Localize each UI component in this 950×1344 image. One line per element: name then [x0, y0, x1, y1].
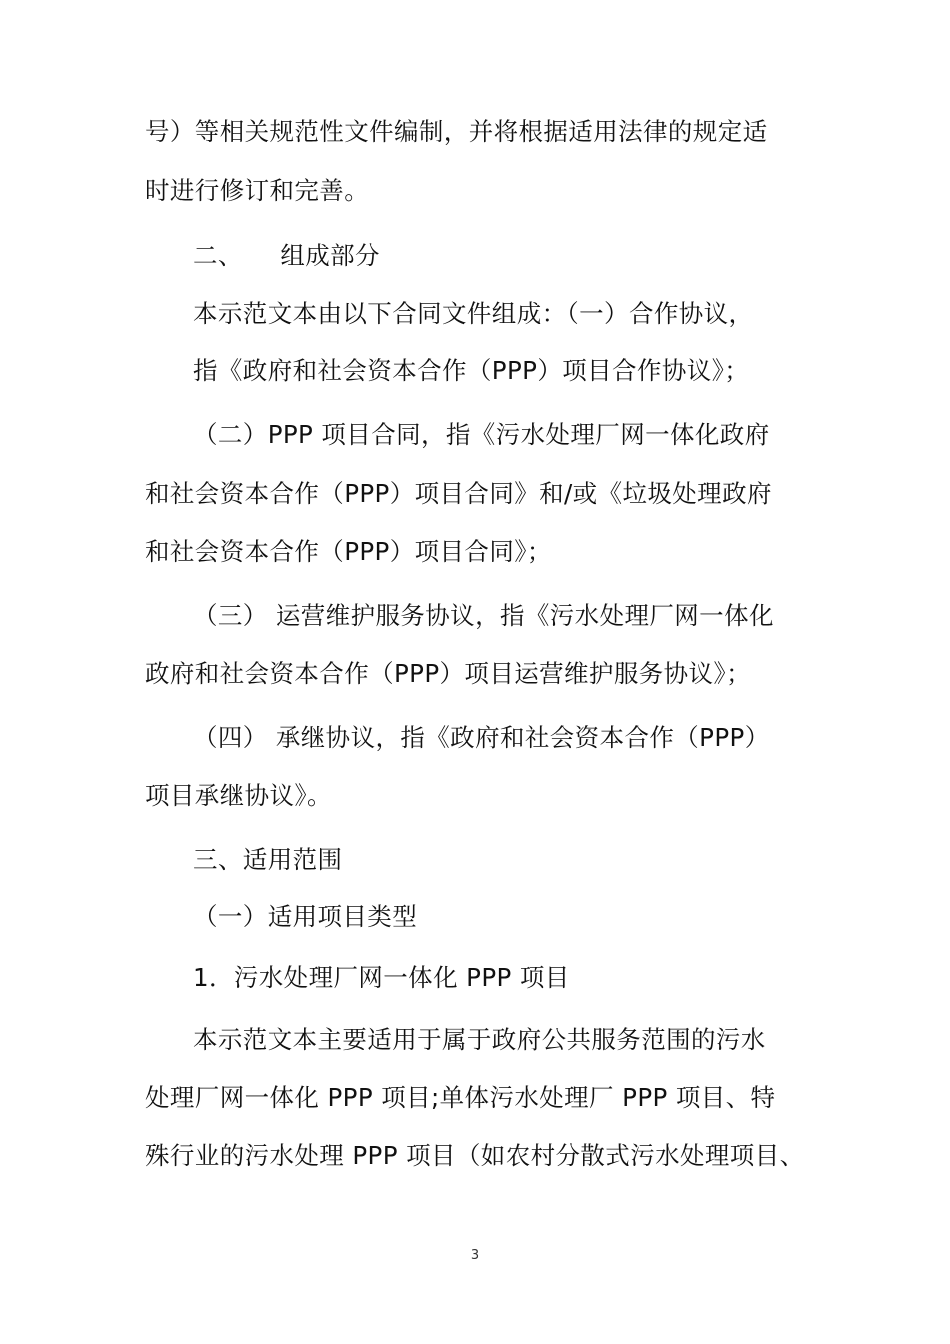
numbered-heading: 1．污水处理厂网一体化 PPP 项目 — [193, 963, 570, 992]
body-text-line: 时进行修订和完善。 — [145, 176, 370, 205]
body-text-line: 和社会资本合作（PPP）项目合同》和/或《垃圾处理政府 — [145, 479, 772, 508]
body-text-line: 本示范文本主要适用于属于政府公共服务范围的污水 — [193, 1025, 766, 1054]
list-item-line: （二）PPP 项目合同，指《污水处理厂网一体化政府 — [193, 420, 770, 449]
section-heading: 三、适用范围 — [193, 845, 343, 874]
list-item-line: （四） 承继协议，指《政府和社会资本合作（PPP） — [193, 723, 770, 752]
list-item-line: （三） 运营维护服务协议，指《污水处理厂网一体化 — [193, 601, 774, 630]
body-text-line: 号）等相关规范性文件编制，并将根据适用法律的规定适 — [145, 117, 768, 146]
subsection-heading: （一）适用项目类型 — [193, 902, 418, 931]
body-text-line: 和社会资本合作（PPP）项目合同》； — [145, 537, 552, 566]
body-text-line: 指《政府和社会资本合作（PPP）项目合作协议》； — [193, 356, 750, 385]
page-number: 3 — [470, 1248, 480, 1263]
body-text-line: 政府和社会资本合作（PPP）项目运营维护服务协议》； — [145, 659, 751, 688]
body-text-line: 殊行业的污水处理 PPP 项目（如农村分散式污水处理项目、 — [145, 1141, 805, 1170]
section-heading: 二、 组成部分 — [193, 241, 380, 270]
body-text-line: 项目承继协议》。 — [145, 781, 332, 810]
body-text-line: 处理厂网一体化 PPP 项目;单体污水处理厂 PPP 项目、特 — [145, 1083, 776, 1112]
body-text-line: 本示范文本由以下合同文件组成：（一）合作协议， — [193, 299, 754, 328]
